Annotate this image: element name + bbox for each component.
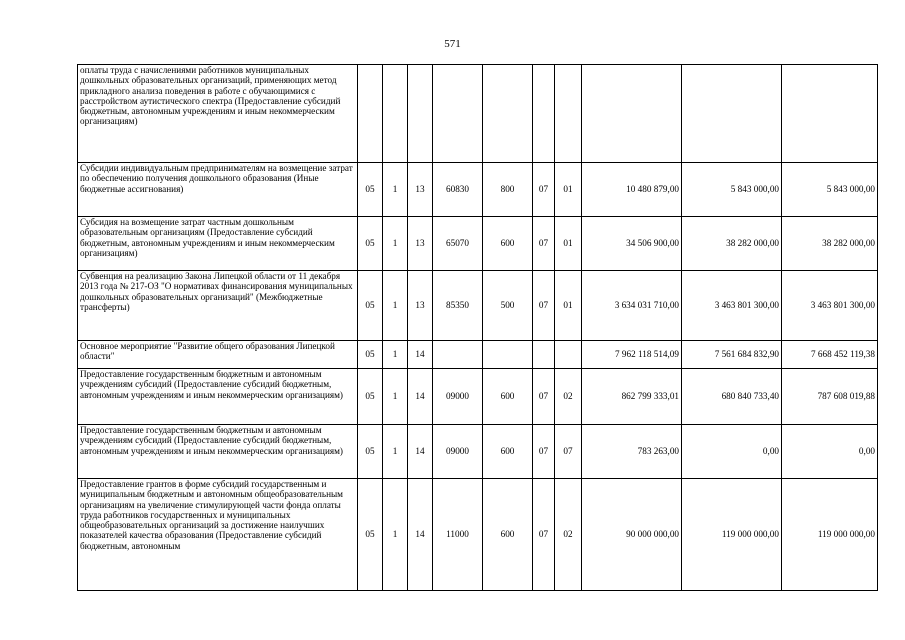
expense-type-cell: 600	[483, 479, 533, 591]
expense-type-cell: 600	[483, 425, 533, 479]
row-description: Субсидия на возмещение затрат частным дошкольным образовательным организациям (Предоставление субсидий бюджетным, автономным учреждениям и иным некоммерческим организациям)	[78, 217, 358, 271]
subsection-code-cell: 01	[555, 271, 582, 341]
section-code-cell	[533, 341, 555, 369]
amount-year-3-cell: 7 668 452 119,38	[782, 341, 878, 369]
amount-year-1-cell: 7 962 118 514,09	[582, 341, 682, 369]
amount-year-1-cell: 862 799 333,01	[582, 369, 682, 425]
direction-code-cell: 85350	[433, 271, 483, 341]
section-code-cell: 07	[533, 163, 555, 217]
expense-type-cell	[483, 341, 533, 369]
gp-code-cell: 05	[358, 341, 383, 369]
amount-year-1-cell: 783 263,00	[582, 425, 682, 479]
subsection-code-cell	[555, 341, 582, 369]
row-description: Предоставление государственным бюджетным и автономным учреждениям субсидий (Предоставление субсидий бюджетным, автономным учреждениям и иным некоммерческим организациям)	[78, 369, 358, 425]
expense-type-cell	[483, 65, 533, 163]
amount-year-1-cell: 3 634 031 710,00	[582, 271, 682, 341]
amount-year-1-cell: 10 480 879,00	[582, 163, 682, 217]
pgp-code-cell: 1	[383, 479, 408, 591]
om-code-cell	[408, 65, 433, 163]
table-row	[78, 217, 878, 271]
gp-code-cell: 05	[358, 217, 383, 271]
expense-type-cell: 500	[483, 271, 533, 341]
pgp-code-cell: 1	[383, 369, 408, 425]
subsection-code-cell: 01	[555, 217, 582, 271]
section-code-cell: 07	[533, 479, 555, 591]
gp-code-cell: 05	[358, 479, 383, 591]
pgp-code-cell: 1	[383, 217, 408, 271]
budget-table	[77, 64, 878, 591]
subsection-code-cell: 02	[555, 369, 582, 425]
pgp-code-cell: 1	[383, 425, 408, 479]
amount-year-3-cell: 3 463 801 300,00	[782, 271, 878, 341]
gp-code-cell: 05	[358, 369, 383, 425]
direction-code-cell: 11000	[433, 479, 483, 591]
direction-code-cell: 09000	[433, 369, 483, 425]
amount-year-1-cell: 34 506 900,00	[582, 217, 682, 271]
amount-year-1-cell	[582, 65, 682, 163]
table-row	[78, 369, 878, 425]
table-row	[78, 65, 878, 163]
table-row	[78, 341, 878, 369]
om-code-cell: 14	[408, 341, 433, 369]
gp-code-cell: 05	[358, 425, 383, 479]
table-row	[78, 163, 878, 217]
pgp-code-cell: 1	[383, 341, 408, 369]
table-row	[78, 425, 878, 479]
amount-year-2-cell: 680 840 733,40	[682, 369, 782, 425]
om-code-cell: 13	[408, 163, 433, 217]
amount-year-3-cell: 119 000 000,00	[782, 479, 878, 591]
amount-year-3-cell: 787 608 019,88	[782, 369, 878, 425]
row-description: Субсидии индивидуальным предпринимателям на возмещение затрат по обеспечению получения дошкольного образования (Иные бюджетные ассигнования)	[78, 163, 358, 217]
gp-code-cell: 05	[358, 163, 383, 217]
table-row	[78, 479, 878, 591]
om-code-cell: 14	[408, 479, 433, 591]
section-code-cell: 07	[533, 217, 555, 271]
expense-type-cell: 600	[483, 369, 533, 425]
amount-year-3-cell: 5 843 000,00	[782, 163, 878, 217]
row-description: Предоставление государственным бюджетным и автономным учреждениям субсидий (Предоставление субсидий бюджетным, автономным учреждениям и иным некоммерческим организациям)	[78, 425, 358, 479]
amount-year-2-cell	[682, 65, 782, 163]
direction-code-cell: 65070	[433, 217, 483, 271]
page-number: 571	[444, 38, 461, 50]
row-description: Субвенция на реализацию Закона Липецкой области от 11 декабря 2013 года № 217-ОЗ "О нормативах финансирования муниципальных дошкольных образовательных организаций" (Межбюджетные трансферты)	[78, 271, 358, 341]
subsection-code-cell: 02	[555, 479, 582, 591]
om-code-cell: 14	[408, 425, 433, 479]
table-row	[78, 271, 878, 341]
amount-year-2-cell: 5 843 000,00	[682, 163, 782, 217]
row-description: оплаты труда с начислениями работников муниципальных дошкольных образовательных организаций, применяющих метод прикладного анализа поведения в работе с обучающимися с расстройством аутистического спектра (Предоставление субсидий бюджетным, автономным учреждениям и иным некоммерческим организациям)	[78, 65, 358, 163]
section-code-cell: 07	[533, 369, 555, 425]
amount-year-3-cell: 0,00	[782, 425, 878, 479]
section-code-cell: 07	[533, 271, 555, 341]
gp-code-cell: 05	[358, 271, 383, 341]
expense-type-cell: 600	[483, 217, 533, 271]
amount-year-2-cell: 38 282 000,00	[682, 217, 782, 271]
amount-year-3-cell: 38 282 000,00	[782, 217, 878, 271]
subsection-code-cell: 07	[555, 425, 582, 479]
subsection-code-cell: 01	[555, 163, 582, 217]
amount-year-2-cell: 119 000 000,00	[682, 479, 782, 591]
amount-year-2-cell: 3 463 801 300,00	[682, 271, 782, 341]
amount-year-2-cell: 0,00	[682, 425, 782, 479]
pgp-code-cell	[383, 65, 408, 163]
amount-year-3-cell	[782, 65, 878, 163]
pgp-code-cell: 1	[383, 163, 408, 217]
expense-type-cell: 800	[483, 163, 533, 217]
direction-code-cell: 60830	[433, 163, 483, 217]
om-code-cell: 13	[408, 271, 433, 341]
section-code-cell: 07	[533, 425, 555, 479]
om-code-cell: 13	[408, 217, 433, 271]
direction-code-cell	[433, 341, 483, 369]
section-code-cell	[533, 65, 555, 163]
amount-year-1-cell: 90 000 000,00	[582, 479, 682, 591]
row-description: Основное мероприятие "Развитие общего образования Липецкой области"	[78, 341, 358, 369]
subsection-code-cell	[555, 65, 582, 163]
pgp-code-cell: 1	[383, 271, 408, 341]
amount-year-2-cell: 7 561 684 832,90	[682, 341, 782, 369]
direction-code-cell	[433, 65, 483, 163]
row-description: Предоставление грантов в форме субсидий государственным и муниципальным бюджетным и автономным общеобразовательным организациям на увеличение стимулирующей части фонда оплаты труда работников государственных и муниципальных общеобразовательных организаций за достижение наилучших показателей качества образования (Предоставление субсидий бюджетным, автономным	[78, 479, 358, 591]
gp-code-cell	[358, 65, 383, 163]
direction-code-cell: 09000	[433, 425, 483, 479]
om-code-cell: 14	[408, 369, 433, 425]
